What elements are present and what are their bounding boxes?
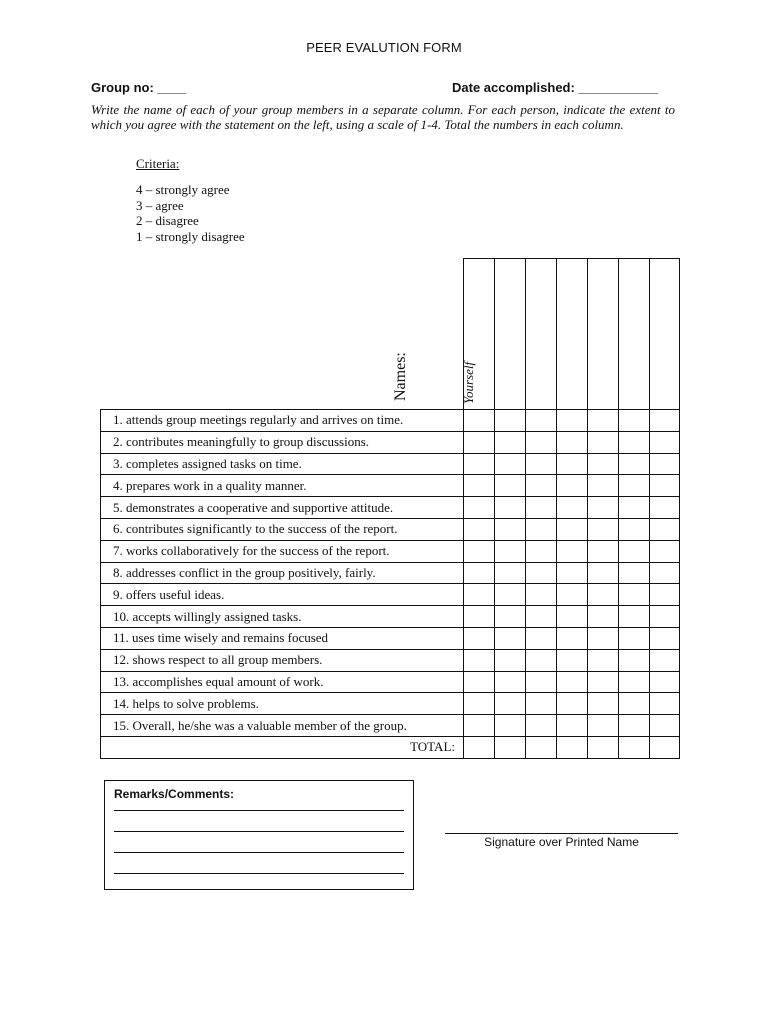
score-cell[interactable] [526,584,557,606]
score-cell[interactable] [650,475,680,497]
score-cell[interactable] [588,475,619,497]
score-cell[interactable] [526,518,557,540]
score-cell[interactable] [650,540,680,562]
score-cell[interactable] [650,671,680,693]
total-score-cell[interactable] [557,736,588,758]
score-cell[interactable] [650,693,680,715]
score-cell[interactable] [526,453,557,475]
score-cell[interactable] [526,497,557,519]
statement-cell: 14. helps to solve problems. [101,693,464,715]
score-cell[interactable] [495,584,526,606]
member-name-cell[interactable] [650,259,680,410]
yourself-column-header[interactable] [461,259,495,410]
score-cell[interactable] [557,475,588,497]
score-cell[interactable] [495,562,526,584]
score-cell[interactable] [619,497,650,519]
score-cell[interactable] [526,671,557,693]
score-cell[interactable] [526,410,557,432]
score-cell[interactable] [495,715,526,737]
statement-cell: 8. addresses conflict in the group positively, fairly. [101,562,464,584]
score-cell[interactable] [588,562,619,584]
score-cell[interactable] [588,584,619,606]
remark-line[interactable] [114,852,404,853]
score-cell[interactable] [495,540,526,562]
criteria-item: 3 – agree [136,197,184,213]
form-title: PEER EVALUTION FORM [306,40,462,55]
criteria-label: Criteria: [136,156,180,171]
table-row [101,671,680,693]
table-row [101,584,680,606]
table-row [101,693,680,715]
remarks-title: Remarks/Comments: [114,787,235,801]
criteria-item: 1 – strongly disagree [136,228,245,244]
score-cell[interactable] [619,453,650,475]
table-row [101,649,680,671]
group-number-field: Group no: ____ [91,80,187,95]
criteria-list [136,182,245,244]
score-cell[interactable] [650,562,680,584]
score-cell[interactable] [619,715,650,737]
score-cell[interactable] [464,606,495,628]
statement-cell: 5. demonstrates a cooperative and supportive attitude. [101,497,464,519]
names-header-cell [101,259,464,410]
score-cell[interactable] [557,671,588,693]
remarks-box[interactable] [104,780,414,890]
table-row [101,715,680,737]
table-row [101,475,680,497]
score-cell[interactable] [526,431,557,453]
score-cell[interactable] [464,497,495,519]
score-cell[interactable] [495,693,526,715]
score-cell[interactable] [557,518,588,540]
statement-cell: 13. accomplishes equal amount of work. [101,671,464,693]
statement-cell: 9. offers useful ideas. [101,584,464,606]
score-cell[interactable] [557,410,588,432]
score-cell[interactable] [464,518,495,540]
statement-cell: 10. accepts willingly assigned tasks. [101,606,464,628]
score-cell[interactable] [557,606,588,628]
yourself-label: Yourself [461,361,476,404]
score-cell[interactable] [526,649,557,671]
score-cell[interactable] [650,584,680,606]
score-cell[interactable] [464,627,495,649]
score-cell[interactable] [526,693,557,715]
score-cell[interactable] [557,715,588,737]
statement-cell: 15. Overall, he/she was a valuable member of the group. [101,715,464,737]
statement-cell: 2. contributes meaningfully to group discussions. [101,431,464,453]
score-cell[interactable] [650,627,680,649]
score-cell[interactable] [495,606,526,628]
score-cell[interactable] [464,649,495,671]
member-name-cell[interactable] [557,259,588,410]
score-cell[interactable] [588,627,619,649]
statement-cell: 3. completes assigned tasks on time. [101,453,464,475]
table-row [101,497,680,519]
score-cell[interactable] [464,431,495,453]
score-cell[interactable] [557,627,588,649]
score-cell[interactable] [526,606,557,628]
table-row [101,518,680,540]
score-cell[interactable] [588,410,619,432]
table-row [101,540,680,562]
total-score-cell[interactable] [650,736,680,758]
score-cell[interactable] [619,649,650,671]
score-cell[interactable] [650,431,680,453]
names-label: Names: [392,352,410,401]
score-cell[interactable] [650,453,680,475]
score-cell[interactable] [495,497,526,519]
total-score-cell[interactable] [619,736,650,758]
score-cell[interactable] [557,431,588,453]
statement-cell: 12. shows respect to all group members. [101,649,464,671]
table-row [101,453,680,475]
score-cell[interactable] [619,584,650,606]
score-cell[interactable] [557,497,588,519]
score-cell[interactable] [495,671,526,693]
criteria-item: 4 – strongly agree [136,182,230,197]
statement-cell: 11. uses time wisely and remains focused [101,627,464,649]
statement-cell: 4. prepares work in a quality manner. [101,475,464,497]
remark-line[interactable] [114,810,404,811]
table-row [101,627,680,649]
score-cell[interactable] [495,475,526,497]
score-cell[interactable] [650,410,680,432]
signature-label: Signature over Printed Name [484,835,639,849]
statement-cell: 7. works collaboratively for the success of the report. [101,540,464,562]
evaluation-table [100,258,680,759]
signature-line[interactable] [445,833,678,834]
score-cell[interactable] [495,453,526,475]
score-cell[interactable] [650,497,680,519]
score-cell[interactable] [650,649,680,671]
score-cell[interactable] [619,693,650,715]
score-cell[interactable] [650,606,680,628]
score-cell[interactable] [619,562,650,584]
score-cell[interactable] [464,671,495,693]
score-cell[interactable] [526,475,557,497]
score-cell[interactable] [495,627,526,649]
instructions-text: Write the name of each of your group members in a separate column. For each person, indicate the extent to which you agree with the statement on the left, using a scale of 1-4. Total the numbers in each column. [91,102,675,132]
score-cell[interactable] [464,453,495,475]
score-cell[interactable] [588,540,619,562]
score-cell[interactable] [526,540,557,562]
score-cell[interactable] [495,518,526,540]
statement-cell: 6. contributes significantly to the success of the report. [101,518,464,540]
score-cell[interactable] [619,410,650,432]
score-cell[interactable] [650,518,680,540]
table-row [101,606,680,628]
statement-cell: 1. attends group meetings regularly and arrives on time. [101,410,464,432]
member-name-cell[interactable] [526,259,557,410]
score-cell[interactable] [526,562,557,584]
score-cell[interactable] [588,649,619,671]
score-cell[interactable] [588,453,619,475]
score-cell[interactable] [619,475,650,497]
total-score-cell[interactable] [464,736,495,758]
score-cell[interactable] [619,627,650,649]
score-cell[interactable] [464,410,495,432]
score-cell[interactable] [588,518,619,540]
score-cell[interactable] [495,410,526,432]
score-cell[interactable] [588,431,619,453]
member-name-cell[interactable] [588,259,619,410]
score-cell[interactable] [464,562,495,584]
score-cell[interactable] [619,671,650,693]
total-score-cell[interactable] [495,736,526,758]
score-cell[interactable] [588,671,619,693]
score-cell[interactable] [464,475,495,497]
score-cell[interactable] [557,584,588,606]
score-cell[interactable] [588,497,619,519]
total-score-cell[interactable] [526,736,557,758]
score-cell[interactable] [464,693,495,715]
date-accomplished-field: Date accomplished: ___________ [452,80,658,95]
total-score-cell[interactable] [588,736,619,758]
score-cell[interactable] [526,627,557,649]
remark-line[interactable] [114,873,404,874]
table-header-row [101,259,680,410]
score-cell[interactable] [588,606,619,628]
score-cell[interactable] [557,649,588,671]
score-cell[interactable] [650,715,680,737]
score-cell[interactable] [464,715,495,737]
score-cell[interactable] [526,715,557,737]
table-row [101,410,680,432]
score-cell[interactable] [557,453,588,475]
score-cell[interactable] [619,518,650,540]
score-cell[interactable] [495,649,526,671]
score-cell[interactable] [619,606,650,628]
score-cell[interactable] [588,715,619,737]
score-cell[interactable] [619,540,650,562]
total-row [101,736,680,758]
total-label: TOTAL: [101,736,464,758]
score-cell[interactable] [557,540,588,562]
score-cell[interactable] [588,693,619,715]
table-row [101,431,680,453]
score-cell[interactable] [619,431,650,453]
member-name-cell[interactable] [495,259,526,410]
score-cell[interactable] [464,540,495,562]
criteria-item: 2 – disagree [136,213,199,228]
table-row [101,562,680,584]
score-cell[interactable] [557,562,588,584]
score-cell[interactable] [464,584,495,606]
remark-line[interactable] [114,831,404,832]
member-name-cell[interactable] [619,259,650,410]
score-cell[interactable] [557,693,588,715]
score-cell[interactable] [495,431,526,453]
